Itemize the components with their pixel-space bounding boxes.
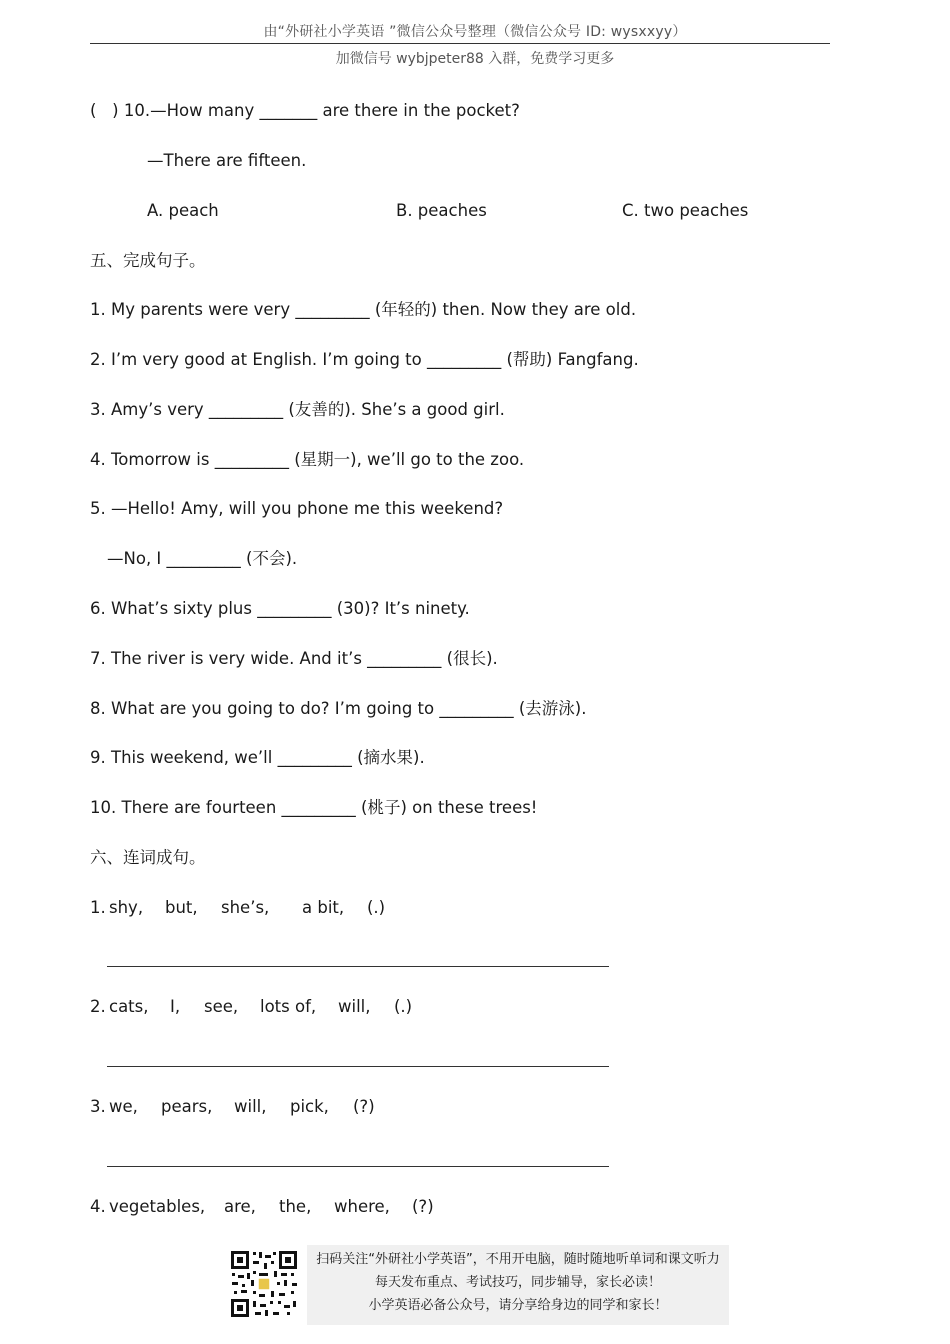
header-divider — [90, 43, 830, 44]
section5-title: 五、完成句子。 — [90, 251, 206, 270]
section5-item: 10. There are fourteen _________ (桃子) on these trees! — [90, 798, 538, 817]
section5-item: 8. What are you going to do? I’m going to _________ (去游泳). — [90, 699, 587, 718]
scrambled-word: pears, — [161, 1097, 213, 1116]
scrambled-word: lots of, — [260, 997, 317, 1016]
scrambled-word: (.) — [367, 898, 386, 917]
item-number: 1. — [90, 898, 106, 917]
scrambled-word: she’s, — [221, 898, 270, 917]
scrambled-word: will, — [338, 997, 371, 1016]
scrambled-word: we, — [109, 1097, 138, 1116]
q10-option-b: B. peaches — [396, 201, 487, 220]
qr-code-icon — [229, 1249, 299, 1319]
footer-line-3: 小学英语必备公众号，请分享给身边的同学和家长！ — [368, 1298, 668, 1313]
section5-item: 2. I’m very good at English. I’m going to _________ (帮助) Fangfang. — [90, 350, 639, 369]
page-header-wechat: 加微信号 wybjpeter88 入群，免费学习更多 — [335, 51, 615, 67]
scrambled-word: see, — [204, 997, 239, 1016]
scrambled-word: cats, — [109, 997, 149, 1016]
item-number: 3. — [90, 1097, 106, 1116]
scrambled-word: are, — [224, 1197, 256, 1216]
scrambled-word: will, — [234, 1097, 267, 1116]
section5-item: 4. Tomorrow is _________ (星期一), we’ll go to the zoo. — [90, 450, 525, 469]
item-number: 4. — [90, 1197, 106, 1216]
scrambled-word: I, — [170, 997, 181, 1016]
page-header-source: 由“外研社小学英语 ”微信公众号整理（微信公众号 ID: wysxxyy） — [263, 24, 687, 40]
scrambled-word: pick, — [290, 1097, 329, 1116]
scrambled-word: shy, — [109, 898, 144, 917]
scrambled-word: (?) — [412, 1197, 434, 1216]
section5-item: 5. —Hello! Amy, will you phone me this weekend? — [90, 499, 504, 518]
scrambled-word: the, — [279, 1197, 312, 1216]
scrambled-word: (?) — [353, 1097, 375, 1116]
footer-line-1: 扫码关注“外研社小学英语”，不用开电脑，随时随地听单词和课文听力 — [316, 1252, 720, 1267]
q10-prompt: ( ) 10.—How many _______ are there in the pocket? — [90, 101, 520, 120]
section5-item-reply: —No, I _________ (不会). — [107, 549, 298, 568]
scrambled-word: where, — [334, 1197, 390, 1216]
q10-option-a: A. peach — [147, 201, 219, 220]
item-number: 2. — [90, 997, 106, 1016]
q10-reply: —There are fifteen. — [147, 151, 307, 170]
footer-line-2: 每天发布重点、考试技巧，同步辅导，家长必读！ — [374, 1275, 661, 1290]
answer-line — [107, 966, 609, 967]
section5-item: 3. Amy’s very _________ (友善的). She’s a good girl. — [90, 400, 505, 419]
answer-line — [107, 1066, 609, 1067]
scrambled-word: a bit, — [302, 898, 345, 917]
section5-item: 7. The river is very wide. And it’s _________ (很长). — [90, 649, 498, 668]
q10-option-c: C. two peaches — [622, 201, 749, 220]
scrambled-word: vegetables, — [109, 1197, 206, 1216]
scrambled-word: but, — [165, 898, 198, 917]
scrambled-word: (.) — [394, 997, 413, 1016]
answer-line — [107, 1166, 609, 1167]
section5-item: 6. What’s sixty plus _________ (30)? It’s ninety. — [90, 599, 470, 618]
section5-item: 1. My parents were very _________ (年轻的) then. Now they are old. — [90, 300, 637, 319]
section5-item: 9. This weekend, we’ll _________ (摘水果). — [90, 748, 425, 767]
section6-title: 六、连词成句。 — [90, 848, 206, 867]
